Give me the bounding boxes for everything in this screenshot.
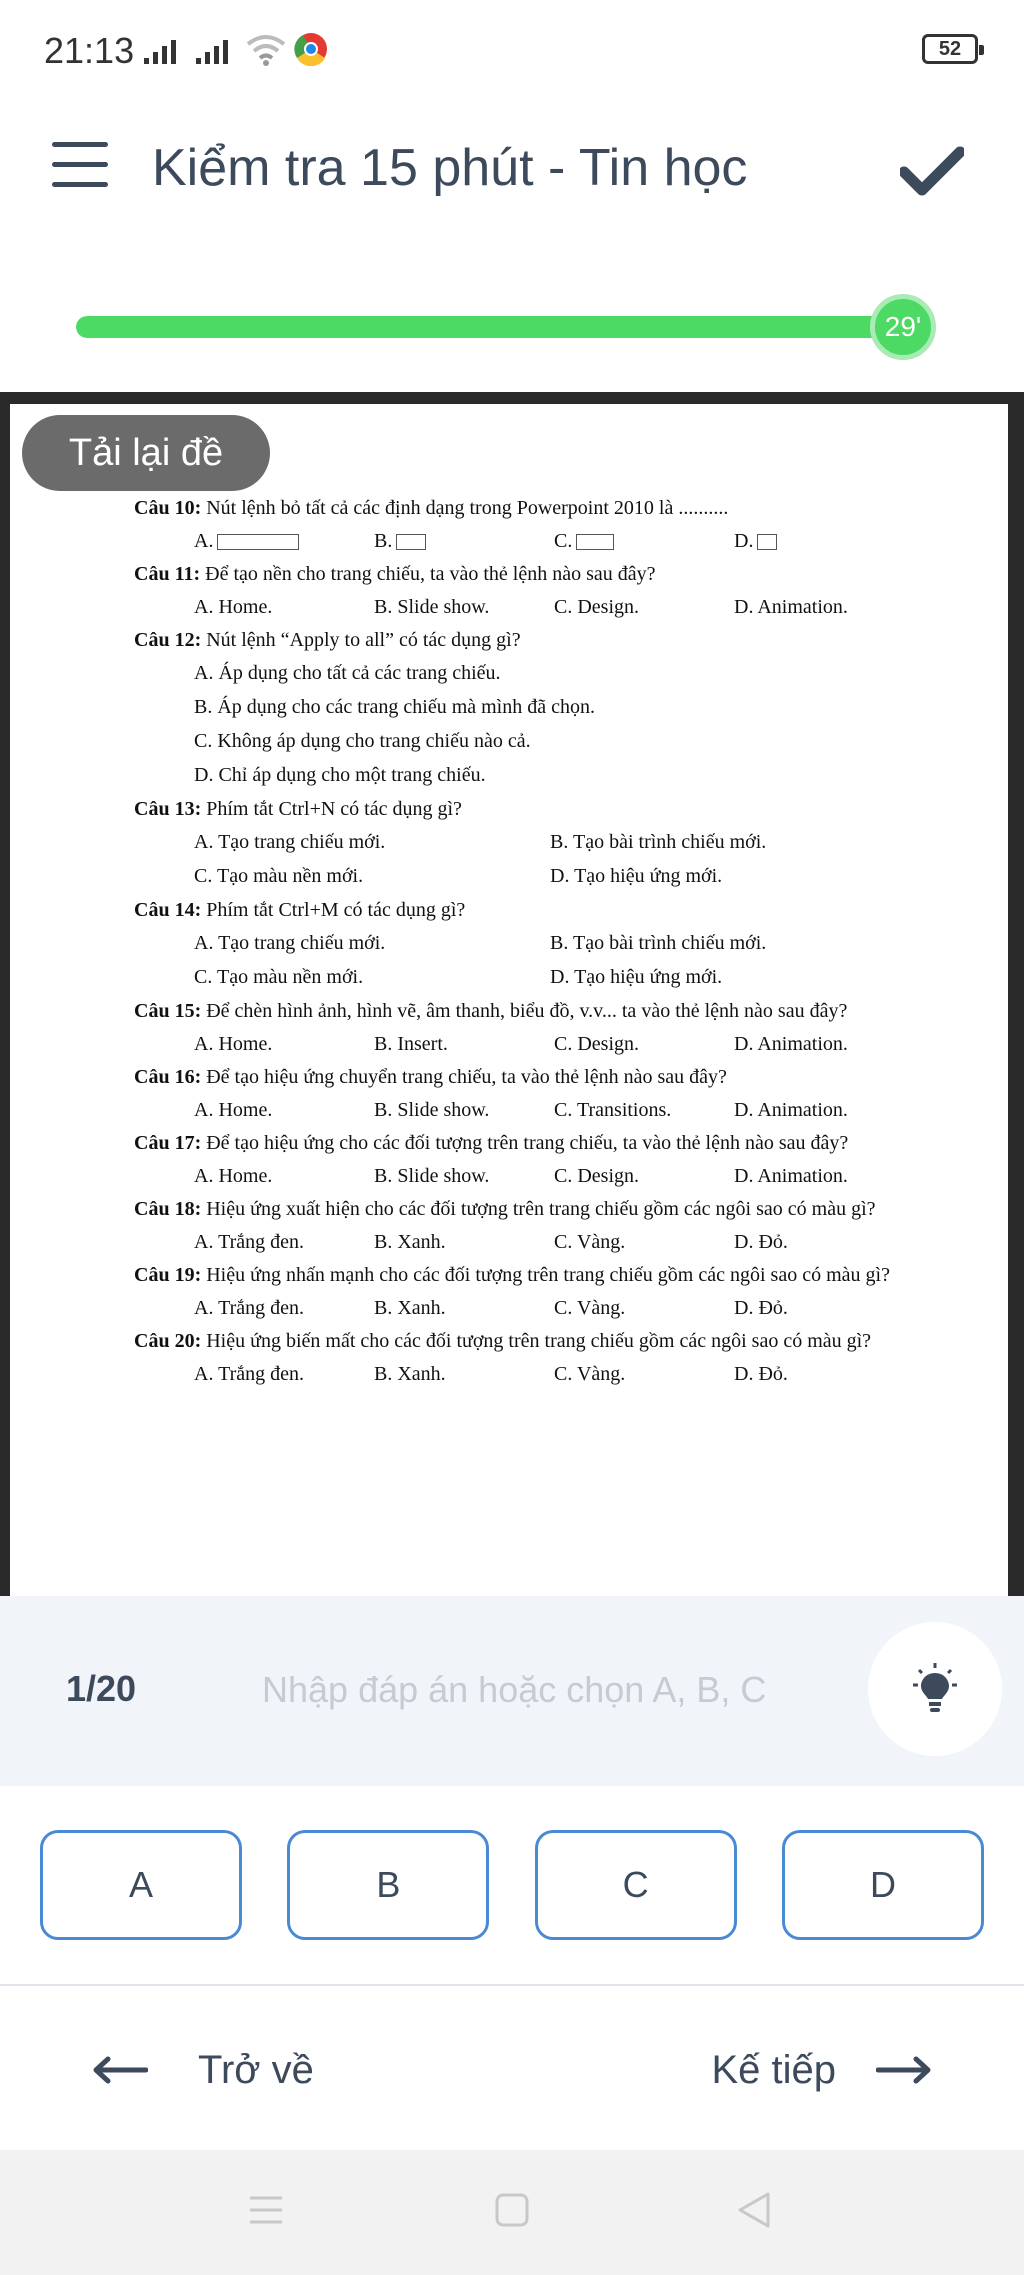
- question-14-options: A. Tạo trang chiếu mới. B. Tạo bài trình chiếu mới. C. Tạo màu nền mới. D. Tạo hiệu ứng mới.: [194, 932, 767, 988]
- question-11: Câu 11: Để tạo nền cho trang chiếu, ta vào thẻ lệnh nào sau đây?: [134, 563, 656, 585]
- answer-bar: [0, 1596, 1024, 1786]
- check-icon[interactable]: [900, 146, 964, 196]
- document-content: [134, 496, 924, 1395]
- arrow-left-icon: [92, 2056, 148, 2084]
- next-label: Kế tiếp: [711, 2047, 836, 2092]
- recents-icon[interactable]: [246, 2190, 286, 2230]
- choice-b-button[interactable]: B: [287, 1830, 489, 1940]
- question-17: Câu 17: Để tạo hiệu ứng cho các đối tượng trên trang chiếu, ta vào thẻ lệnh nào sau đây?: [134, 1132, 849, 1154]
- question-11-options: A. Home. B. Slide show. C. Design. D. Animation.: [194, 596, 848, 618]
- next-button[interactable]: [711, 2040, 932, 2100]
- font-size-image: [576, 534, 614, 550]
- question-20-options: A. Trắng đen. B. Xanh. C. Vàng. D. Đỏ.: [194, 1363, 788, 1385]
- question-17-options: A. Home. B. Slide show. C. Design. D. Animation.: [194, 1165, 848, 1187]
- timer-badge: 29': [870, 294, 936, 360]
- battery-icon: 52: [922, 34, 978, 64]
- home-icon[interactable]: [492, 2190, 532, 2230]
- question-20: Câu 20: Hiệu ứng biến mất cho các đối tượng trên trang chiếu gồm các ngôi sao có màu gì?: [134, 1330, 872, 1352]
- question-12-options: A. Áp dụng cho tất cả các trang chiếu. B. Áp dụng cho các trang chiếu mà mình đã chọn. C. Không áp dụng cho trang chiếu nào cả. D. Chỉ áp dụng cho một trang chiếu.: [194, 662, 595, 786]
- question-15-options: A. Home. B. Insert. C. Design. D. Animation.: [194, 1033, 848, 1055]
- answer-input[interactable]: [262, 1654, 822, 1726]
- question-10: Câu 10: Nút lệnh bỏ tất cả các định dạng trong Powerpoint 2010 là ..........: [134, 497, 729, 519]
- reload-exam-button[interactable]: Tải lại đề: [22, 415, 270, 491]
- page-title: Kiểm tra 15 phút - Tin học: [152, 139, 748, 197]
- system-nav-bar: [0, 2150, 1024, 2275]
- choice-d-button[interactable]: D: [782, 1830, 984, 1940]
- hint-button[interactable]: [868, 1622, 1002, 1756]
- choice-a-button[interactable]: A: [40, 1830, 242, 1940]
- arrow-right-icon: [876, 2056, 932, 2084]
- progress-track: [76, 316, 926, 338]
- choice-c-button[interactable]: C: [535, 1830, 737, 1940]
- lightbulb-icon: [907, 1661, 963, 1717]
- clear-icon-image: [757, 534, 777, 550]
- back-nav-icon[interactable]: [734, 2190, 774, 2230]
- question-12: Câu 12: Nút lệnh “Apply to all” có tác dụng gì?: [134, 629, 521, 651]
- divider: [0, 1984, 1024, 1986]
- progress-fill: [76, 316, 926, 338]
- answer-choices: [40, 1830, 984, 1940]
- question-16-options: A. Home. B. Slide show. C. Transitions. D. Animation.: [194, 1099, 848, 1121]
- question-18: Câu 18: Hiệu ứng xuất hiện cho các đối tượng trên trang chiếu gồm các ngôi sao có màu gì?: [134, 1198, 876, 1220]
- clear-formatting-image: [217, 534, 299, 550]
- back-label: Trở về: [198, 2047, 314, 2092]
- question-13: Câu 13: Phím tắt Ctrl+N có tác dụng gì?: [134, 798, 462, 820]
- signal-icon-2: [194, 36, 238, 66]
- question-15: Câu 15: Để chèn hình ảnh, hình vẽ, âm thanh, biểu đồ, v.v... ta vào thẻ lệnh nào sau đây?: [134, 1000, 848, 1022]
- signal-icon: [142, 36, 186, 66]
- status-bar: [0, 0, 1024, 100]
- question-14: Câu 14: Phím tắt Ctrl+M có tác dụng gì?: [134, 899, 466, 921]
- format-image: [396, 534, 426, 550]
- question-19-options: A. Trắng đen. B. Xanh. C. Vàng. D. Đỏ.: [194, 1297, 788, 1319]
- status-icons: [142, 32, 328, 66]
- timer-progress: [76, 296, 936, 358]
- status-time: 21:13: [44, 30, 135, 71]
- question-counter: 1/20: [66, 1668, 137, 1709]
- question-10-options: A. B. C. D.: [194, 529, 924, 553]
- question-16: Câu 16: Để tạo hiệu ứng chuyển trang chiếu, ta vào thẻ lệnh nào sau đây?: [134, 1066, 727, 1088]
- question-18-options: A. Trắng đen. B. Xanh. C. Vàng. D. Đỏ.: [194, 1231, 788, 1253]
- back-button[interactable]: [92, 2040, 314, 2100]
- menu-icon[interactable]: [52, 142, 108, 192]
- wifi-icon: [246, 34, 286, 66]
- question-19: Câu 19: Hiệu ứng nhấn mạnh cho các đối tượng trên trang chiếu gồm các ngôi sao có màu gì?: [134, 1264, 890, 1286]
- question-13-options: A. Tạo trang chiếu mới. B. Tạo bài trình chiếu mới. C. Tạo màu nền mới. D. Tạo hiệu ứng mới.: [194, 831, 767, 887]
- chrome-icon: [294, 32, 328, 66]
- app-header: [0, 110, 1024, 230]
